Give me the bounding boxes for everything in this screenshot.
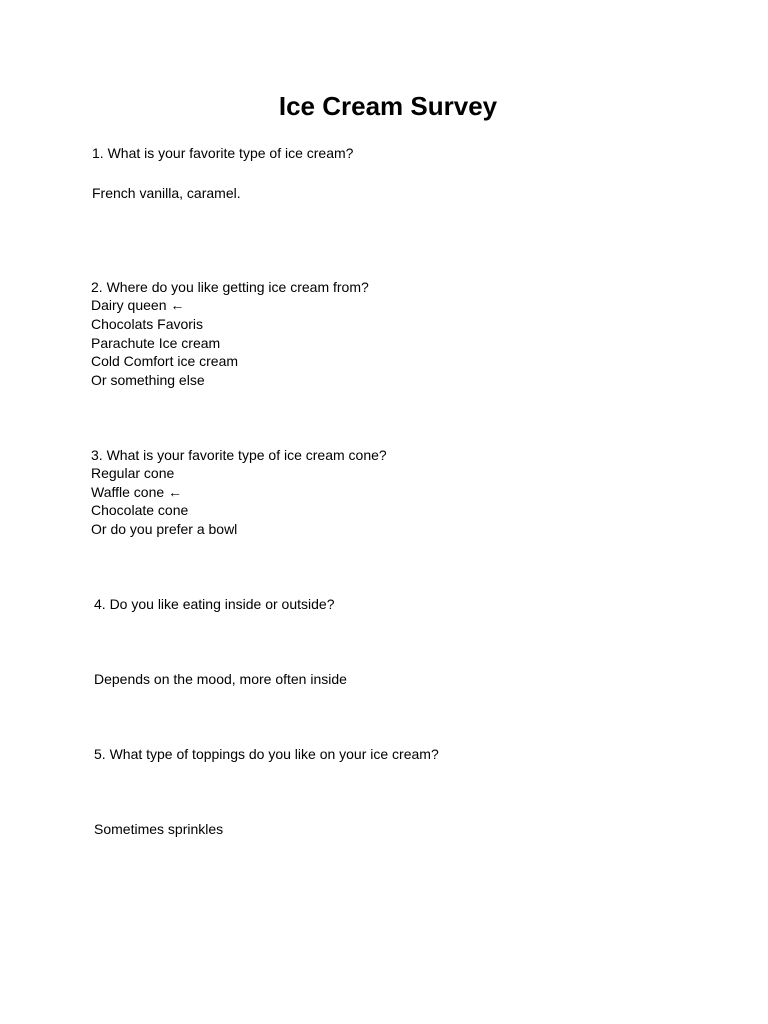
question-2: 2. Where do you like getting ice cream from? <box>91 279 369 295</box>
option-chocolats-favoris: Chocolats Favoris <box>91 316 204 332</box>
question-1: 1. What is your favorite type of ice cream? <box>92 145 354 161</box>
option-bowl: Or do you prefer a bowl <box>91 521 238 537</box>
document-title: Ice Cream Survey <box>278 91 498 121</box>
option-waffle-cone: Waffle cone ← <box>91 484 183 500</box>
option-parachute: Parachute Ice cream <box>91 335 221 351</box>
question-3: 3. What is your favorite type of ice cream cone? <box>91 447 387 463</box>
question-4: 4. Do you like eating inside or outside? <box>94 596 335 612</box>
answer-4: Depends on the mood, more often inside <box>94 671 347 687</box>
answer-1: French vanilla, caramel. <box>92 185 241 201</box>
option-dairy-queen: Dairy queen ← <box>91 297 185 313</box>
answer-5: Sometimes sprinkles <box>94 821 224 837</box>
option-cold-comfort: Cold Comfort ice cream <box>91 353 239 369</box>
option-regular-cone: Regular cone <box>91 465 175 481</box>
option-something-else: Or something else <box>91 372 205 388</box>
question-5: 5. What type of toppings do you like on your ice cream? <box>94 746 439 762</box>
option-chocolate-cone: Chocolate cone <box>91 502 189 518</box>
